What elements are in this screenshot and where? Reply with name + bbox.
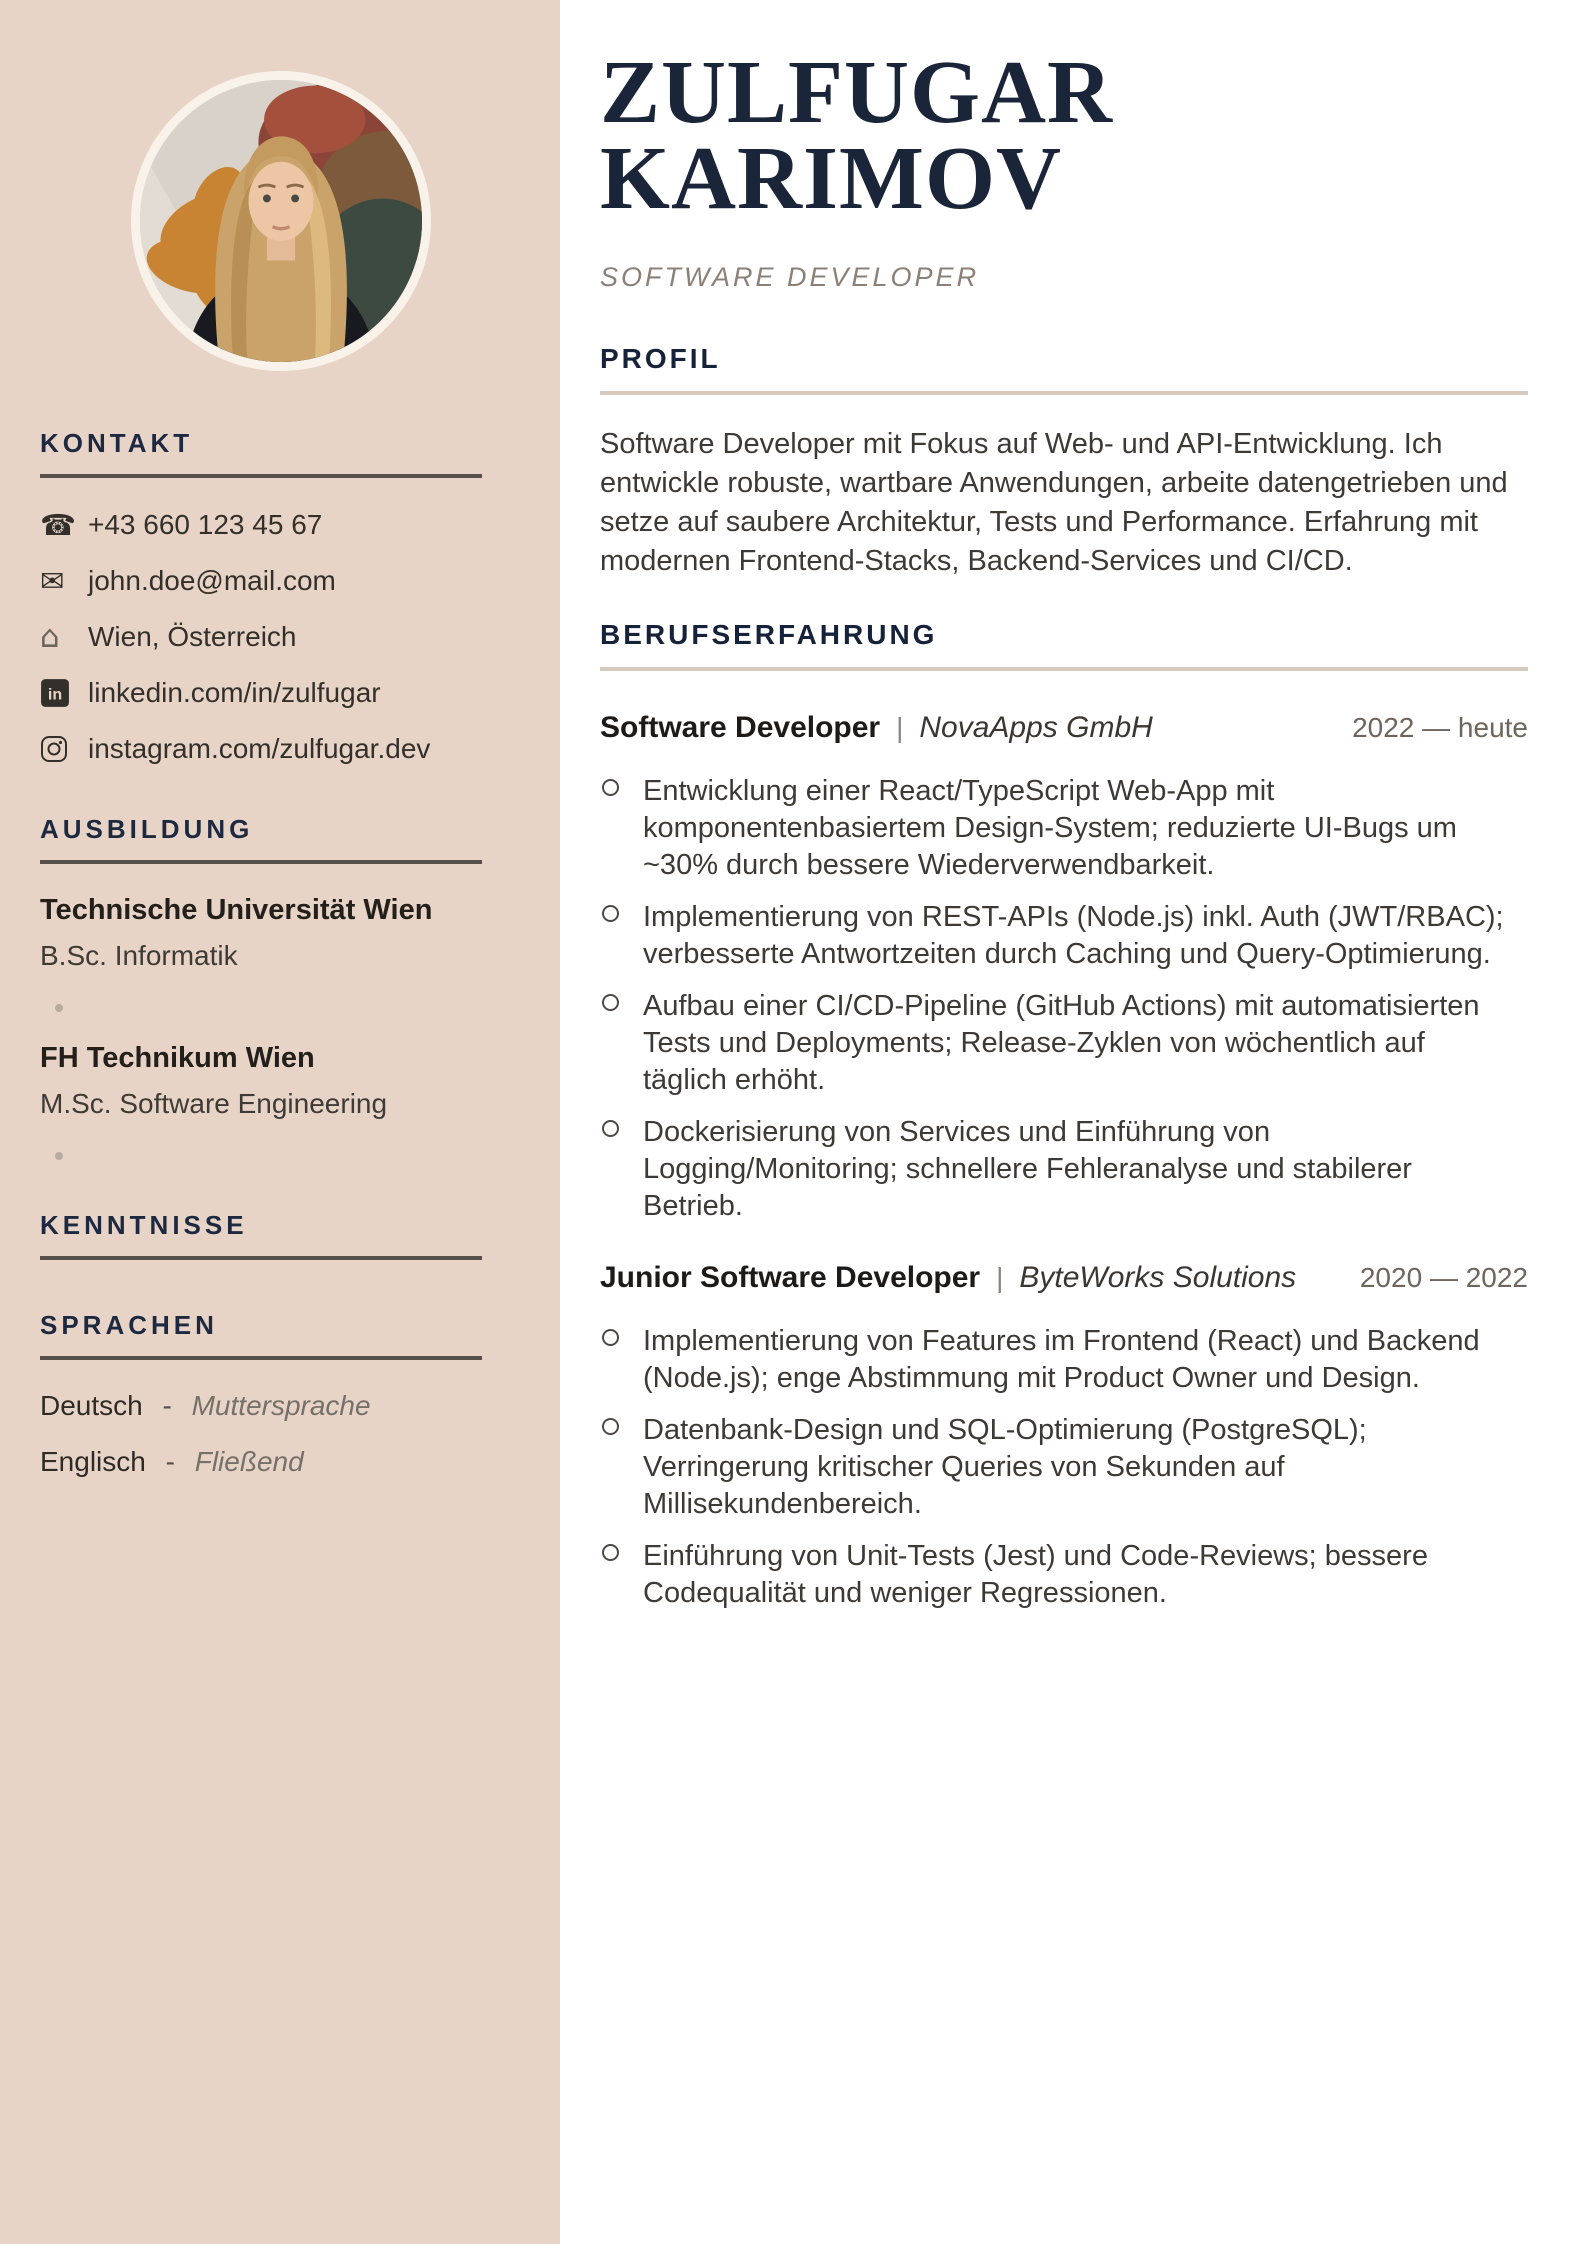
- education-degree: B.Sc. Informatik: [40, 940, 238, 971]
- job-bullet-text: Aufbau einer CI/CD-Pipeline (GitHub Actions) mit automatisierten Tests und Deployments; Release-Zyklen von wöchentlich auf täglich erhöht.: [643, 990, 1480, 1096]
- job-role: Junior Software Developer: [600, 1261, 981, 1294]
- linkedin-icon: [40, 678, 74, 708]
- sprachen-divider: [40, 1356, 482, 1360]
- circle-bullet-icon: [602, 1544, 619, 1561]
- circle-bullet-icon: [602, 779, 619, 796]
- language-level: Fließend: [194, 1446, 304, 1477]
- contact-item: [40, 734, 482, 764]
- job-bullet: [600, 988, 1528, 1099]
- job-subtitle: SOFTWARE DEVELOPER: [600, 262, 980, 292]
- language-dash: -: [162, 1390, 172, 1421]
- education-entry: [40, 1042, 482, 1160]
- instagram-icon: [40, 735, 74, 763]
- kenntnisse-section: [40, 1210, 482, 1260]
- contact-text[interactable]: instagram.com/zulfugar.dev: [88, 733, 431, 764]
- home-icon: ⌂: [40, 619, 60, 655]
- kenntnisse-divider: [40, 1256, 482, 1260]
- job-company: ByteWorks Solutions: [1019, 1261, 1297, 1294]
- svg-text:in: in: [47, 685, 63, 704]
- contact-text[interactable]: linkedin.com/in/zulfugar: [88, 677, 381, 708]
- job-header: [600, 1261, 1528, 1295]
- name-line-1: ZULFUGAR: [600, 43, 1114, 142]
- job-bullet-text: Datenbank-Design und SQL-Optimierung (PostgreSQL); Verringerung kritischer Queries von Sekunden auf Millisekundenbereich.: [643, 1414, 1367, 1520]
- job-bullet-text: Entwicklung einer React/TypeScript Web-App mit komponentenbasiertem Design-System; reduzierte UI-Bugs um ~30% durch bessere Wiederverwendbarkeit.: [643, 775, 1457, 881]
- circle-bullet-icon: [602, 1120, 619, 1137]
- job-bullet: [600, 1114, 1528, 1225]
- profil-heading: PROFIL: [600, 343, 721, 374]
- education-school: FH Technikum Wien: [40, 1042, 315, 1074]
- language-list: [40, 1390, 482, 1478]
- job-bullet: [600, 899, 1528, 973]
- erfahrung-heading: BERUFSERFAHRUNG: [600, 619, 938, 650]
- job-bullet-list: [600, 1323, 1528, 1612]
- job-entry: [600, 711, 1528, 1225]
- job-bullet-text: Dockerisierung von Services und Einführung von Logging/Monitoring; schnellere Fehleranalyse und stabilerer Betrieb.: [643, 1116, 1412, 1222]
- profil-divider: [600, 391, 1528, 395]
- language-name: Englisch: [40, 1446, 146, 1477]
- language-name: Deutsch: [40, 1390, 143, 1421]
- kontakt-section: [40, 428, 482, 764]
- sprachen-heading: SPRACHEN: [40, 1310, 218, 1340]
- job-bullet-text: Implementierung von REST-APIs (Node.js) inkl. Auth (JWT/RBAC); verbesserte Antwortzeiten durch Caching und Query-Optimierung.: [643, 901, 1504, 970]
- job-separator: |: [896, 712, 904, 743]
- job-bullet-text: Einführung von Unit-Tests (Jest) und Code-Reviews; bessere Codequalität und weniger Regressionen.: [643, 1540, 1428, 1609]
- education-degree: M.Sc. Software Engineering: [40, 1088, 388, 1119]
- job-separator: |: [996, 1262, 1004, 1293]
- job-bullet: [600, 773, 1528, 884]
- language-dash: -: [165, 1446, 175, 1477]
- circle-bullet-icon: [602, 994, 619, 1011]
- contact-text[interactable]: +43 660 123 45 67: [88, 509, 323, 540]
- education-bullet-dot: [55, 1004, 63, 1012]
- job-entry: [600, 1261, 1528, 1612]
- job-bullet: [600, 1323, 1528, 1397]
- kontakt-divider: [40, 474, 482, 478]
- job-dates: 2022 — heute: [1352, 712, 1528, 743]
- language-level: Muttersprache: [191, 1390, 371, 1421]
- kontakt-heading: KONTAKT: [40, 428, 194, 458]
- contact-item: [40, 510, 482, 540]
- contact-list: [40, 510, 482, 764]
- education-list: [40, 894, 482, 1160]
- job-header: [600, 711, 1528, 745]
- job-role: Software Developer: [600, 711, 881, 744]
- erfahrung-divider: [600, 667, 1528, 671]
- sidebar-content: [40, 0, 482, 1502]
- kenntnisse-heading: KENNTNISSE: [40, 1210, 248, 1240]
- job-bullet: [600, 1412, 1528, 1523]
- job-bullet-list: [600, 773, 1528, 1225]
- circle-bullet-icon: [602, 1418, 619, 1435]
- contact-item: [40, 619, 482, 655]
- ausbildung-section: [40, 814, 482, 1160]
- circle-bullet-icon: [602, 905, 619, 922]
- language-item: [40, 1390, 482, 1422]
- profil-text: Software Developer mit Fokus auf Web- und API-Entwicklung. Ich entwickle robuste, wartbare Anwendungen, arbeite datengetrieben und setze auf saubere Architektur, Tests und Performance. Erfahrung mit modernen Frontend-Stacks, Backend-Services und CI/CD.: [600, 428, 1508, 577]
- mail-icon: ✉: [40, 564, 65, 598]
- job-bullet: [600, 1538, 1528, 1612]
- language-item: [40, 1446, 482, 1478]
- job-dates: 2020 — 2022: [1359, 1262, 1528, 1293]
- main-column: [600, 0, 1528, 1627]
- contact-text: Wien, Österreich: [88, 621, 297, 652]
- phone-icon: ☎: [40, 508, 77, 542]
- circle-bullet-icon: [602, 1329, 619, 1346]
- education-bullet-dot: [55, 1152, 63, 1160]
- page-title: [600, 43, 1528, 228]
- sidebar: [0, 0, 560, 2244]
- sprachen-section: [40, 1310, 482, 1478]
- job-company: NovaApps GmbH: [919, 711, 1153, 744]
- contact-item: [40, 678, 482, 708]
- education-school: Technische Universität Wien: [40, 894, 433, 926]
- ausbildung-divider: [40, 860, 482, 864]
- contact-text[interactable]: john.doe@mail.com: [88, 565, 336, 596]
- contact-item: [40, 566, 482, 596]
- job-bullet-text: Implementierung von Features im Frontend (React) und Backend (Node.js); enge Abstimmung mit Product Owner und Design.: [643, 1325, 1480, 1394]
- ausbildung-heading: AUSBILDUNG: [40, 814, 254, 844]
- job-list: [600, 711, 1528, 1612]
- name-line-2: KARIMOV: [600, 129, 1062, 228]
- education-entry: [40, 894, 482, 1012]
